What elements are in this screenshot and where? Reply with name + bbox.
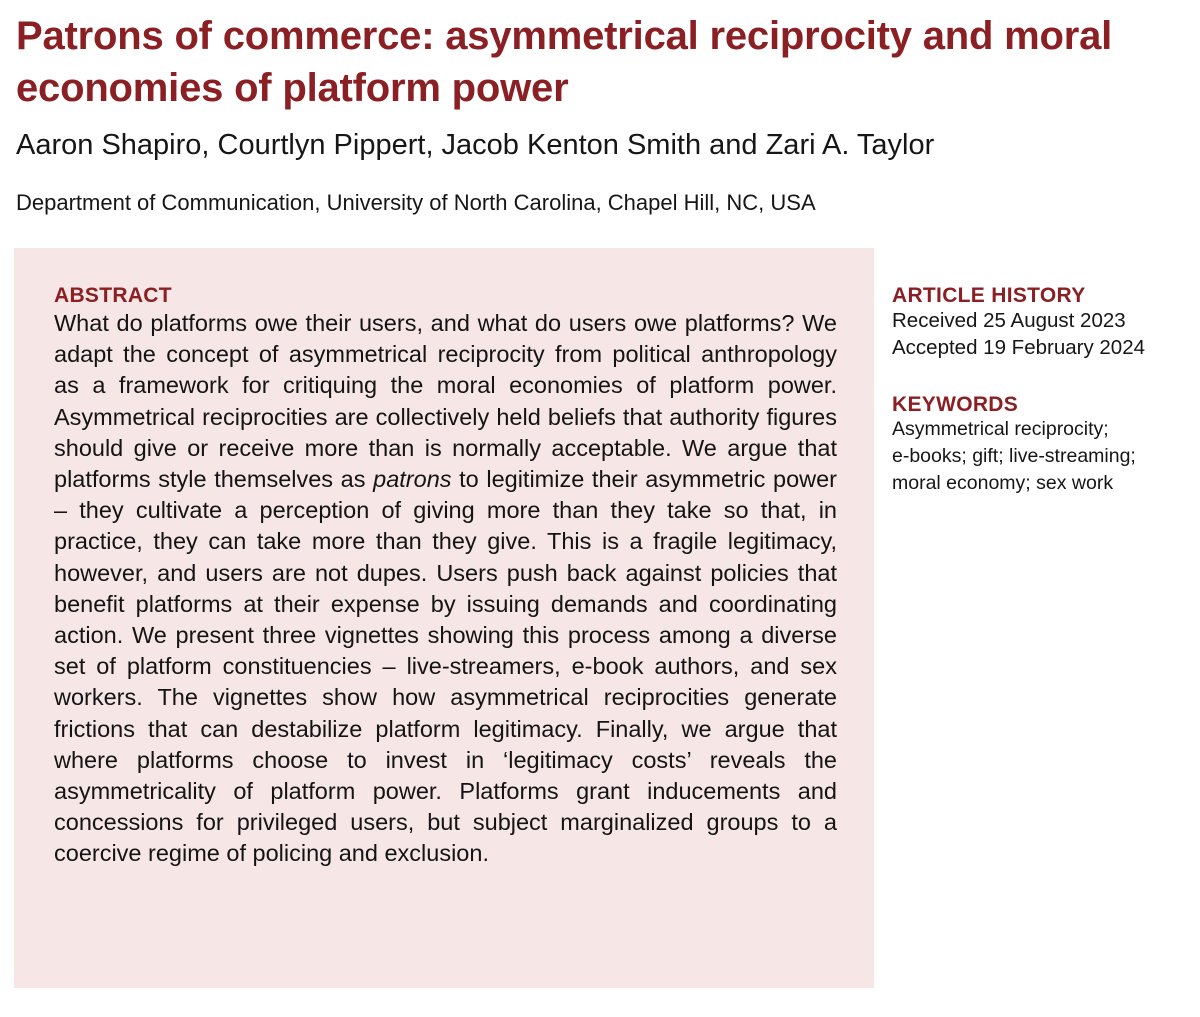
abstract-text-part-1: What do platforms owe their users, and what do users owe platforms? We adapt the concept of asymmetrical reciprocity from political anthropology as a framework for critiquing the moral economies of platform power. Asymmetrical reciprocities are collectively held beliefs that authority figures should give or receive more than is normally acceptable. We argue that platforms style themselves as (54, 310, 837, 493)
author-list: Aaron Shapiro, Courtlyn Pippert, Jacob Kenton Smith and Zari A. Taylor (16, 129, 935, 161)
abstract-text (54, 308, 837, 870)
author-affiliation: Department of Communication, University of North Carolina, Chapel Hill, NC, USA (16, 190, 816, 215)
article-title: Patrons of commerce: asymmetrical reciprocity and moral economies of platform power (16, 14, 1113, 110)
article-history-heading: ARTICLE HISTORY (892, 284, 1086, 307)
abstract-text-part-2: to legitimize their asymmetric power – they cultivate a perception of giving more than they take so that, in practice, they can take more than they give. This is a fragile legitimacy, however, and users are not dupes. Users push back against policies that benefit platforms at their expense by issuing demands and coordinating action. We present three vignettes showing this process among a diverse set of platform constituencies – live-streamers, e-book authors, and sex workers. The vignettes show how asymmetrical reciprocities generate frictions that can destabilize platform legitimacy. Finally, we argue that where platforms choose to invest in ‘legitimacy costs’ reveals the asymmetricality of platform power. Platforms grant inducements and concessions for privileged users, but subject marginalized groups to a coercive regime of policing and exclusion. (54, 466, 838, 867)
received-date: Received 25 August 2023 (892, 309, 1126, 332)
keywords-line: e-books; gift; live-streaming; (892, 445, 1136, 467)
keywords-heading: KEYWORDS (892, 393, 1019, 416)
accepted-date: Accepted 19 February 2024 (892, 336, 1145, 359)
abstract-italic-term: patrons (373, 466, 452, 493)
keywords-line: Asymmetrical reciprocity; (892, 418, 1109, 440)
keywords-line: moral economy; sex work (892, 472, 1114, 494)
abstract-heading: ABSTRACT (54, 284, 172, 307)
